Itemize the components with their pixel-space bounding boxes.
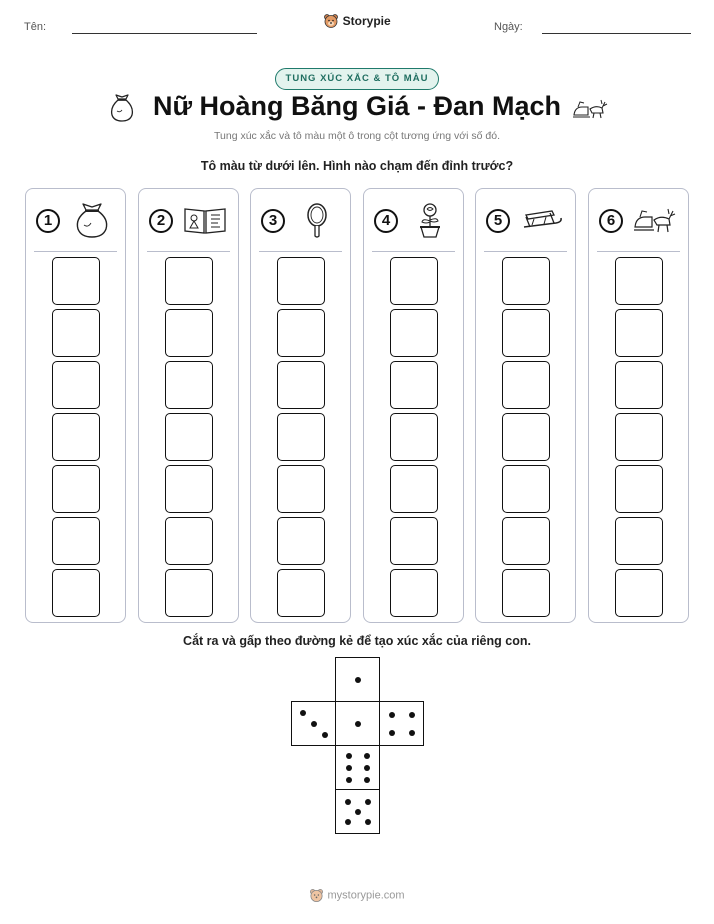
color-box <box>502 413 550 461</box>
color-box <box>277 361 325 409</box>
footer <box>0 888 714 903</box>
dice-pip <box>355 677 361 683</box>
dice-pip <box>346 765 352 771</box>
dice-face-4 <box>379 701 424 746</box>
column-number: 6 <box>599 209 623 233</box>
column-divider <box>259 251 342 252</box>
dice-pip <box>355 721 361 727</box>
footer-site: mystorypie.com <box>327 889 405 902</box>
storybook-icon <box>183 201 227 239</box>
activity-tag: TUNG XÚC XẮC & TÔ MÀU <box>275 68 439 90</box>
brand-logo <box>0 13 714 29</box>
color-box <box>615 517 663 565</box>
column-header <box>139 189 238 251</box>
dice-pip <box>355 809 361 815</box>
column-number: 5 <box>486 209 510 233</box>
color-box <box>390 465 438 513</box>
color-instruction: Tô màu từ dưới lên. Hình nào chạm đến đỉnh trước? <box>200 159 514 173</box>
color-box <box>52 413 100 461</box>
sack-icon <box>70 201 114 239</box>
color-box <box>52 257 100 305</box>
date-line <box>542 33 691 34</box>
color-box <box>502 361 550 409</box>
color-box <box>165 517 213 565</box>
dice-pip <box>311 721 317 727</box>
hand-mirror-icon <box>295 201 339 239</box>
dice-pip <box>364 765 370 771</box>
column-number: 4 <box>374 209 398 233</box>
dice-pip <box>346 753 352 759</box>
dice-face-5 <box>335 789 380 834</box>
name-line <box>72 33 257 34</box>
color-box <box>390 361 438 409</box>
column-number: 2 <box>149 209 173 233</box>
reindeer-sleigh-icon <box>633 201 677 239</box>
color-box <box>52 465 100 513</box>
dice-pip <box>345 799 351 805</box>
dice-face-1 <box>335 701 380 746</box>
column-header <box>251 189 350 251</box>
dice-pip <box>345 819 351 825</box>
color-box <box>52 309 100 357</box>
column-divider <box>147 251 230 252</box>
color-box <box>615 465 663 513</box>
color-box <box>165 361 213 409</box>
dice-pip <box>300 710 306 716</box>
color-box <box>502 517 550 565</box>
color-box <box>502 309 550 357</box>
column-number: 3 <box>261 209 285 233</box>
tracker-column-2 <box>138 188 239 623</box>
page-title: Nữ Hoàng Băng Giá - Đan Mạch <box>152 91 562 121</box>
tracker-column-4 <box>363 188 464 623</box>
color-box <box>502 569 550 617</box>
color-box <box>277 517 325 565</box>
color-box <box>390 413 438 461</box>
color-box <box>277 413 325 461</box>
column-header <box>364 189 463 251</box>
dice-pip <box>365 799 371 805</box>
color-box <box>615 413 663 461</box>
color-box <box>165 569 213 617</box>
bear-mascot-icon <box>323 13 339 29</box>
color-box <box>390 569 438 617</box>
potted-rose-icon <box>408 201 452 239</box>
color-box <box>277 309 325 357</box>
color-box <box>165 413 213 461</box>
date-label: Ngày: <box>494 21 523 33</box>
dice-pip <box>409 712 415 718</box>
color-box <box>615 309 663 357</box>
name-label: Tên: <box>24 21 47 33</box>
color-box <box>615 257 663 305</box>
column-divider <box>34 251 117 252</box>
column-divider <box>597 251 680 252</box>
subtitle: Tung xúc xắc và tô màu một ô trong cột tương ứng với số đó. <box>214 130 500 142</box>
dice-pip <box>364 753 370 759</box>
column-header <box>476 189 575 251</box>
color-box <box>165 465 213 513</box>
column-number: 1 <box>36 209 60 233</box>
dice-pip <box>364 777 370 783</box>
dice-pip <box>409 730 415 736</box>
color-box <box>165 309 213 357</box>
dice-face-1 <box>335 657 380 702</box>
column-divider <box>372 251 455 252</box>
dice-pip <box>389 730 395 736</box>
color-box <box>390 257 438 305</box>
color-box <box>615 569 663 617</box>
color-box <box>52 361 100 409</box>
tracker-column-1 <box>25 188 126 623</box>
brand-name: Storypie <box>342 14 391 28</box>
color-box <box>52 517 100 565</box>
dice-pip <box>346 777 352 783</box>
color-box <box>277 257 325 305</box>
dice-pip <box>389 712 395 718</box>
color-box <box>277 465 325 513</box>
color-box <box>615 361 663 409</box>
column-header <box>589 189 688 251</box>
tracker-column-3 <box>250 188 351 623</box>
color-box <box>52 569 100 617</box>
column-header <box>26 189 125 251</box>
sled-icon <box>520 201 564 239</box>
color-box <box>390 309 438 357</box>
dice-pip <box>365 819 371 825</box>
color-box <box>502 465 550 513</box>
color-box <box>390 517 438 565</box>
tracker-column-5 <box>475 188 576 623</box>
color-box <box>277 569 325 617</box>
reindeer-sleigh-icon <box>572 95 608 121</box>
dice-pip <box>322 732 328 738</box>
dice-face-6 <box>335 745 380 790</box>
dice-face-3 <box>291 701 336 746</box>
dice-instruction: Cắt ra và gấp theo đường kẻ để tạo xúc xắc của riêng con. <box>183 634 531 648</box>
tracker-column-6 <box>588 188 689 623</box>
column-divider <box>484 251 567 252</box>
color-box <box>165 257 213 305</box>
color-box <box>502 257 550 305</box>
bear-mascot-icon <box>309 888 324 903</box>
